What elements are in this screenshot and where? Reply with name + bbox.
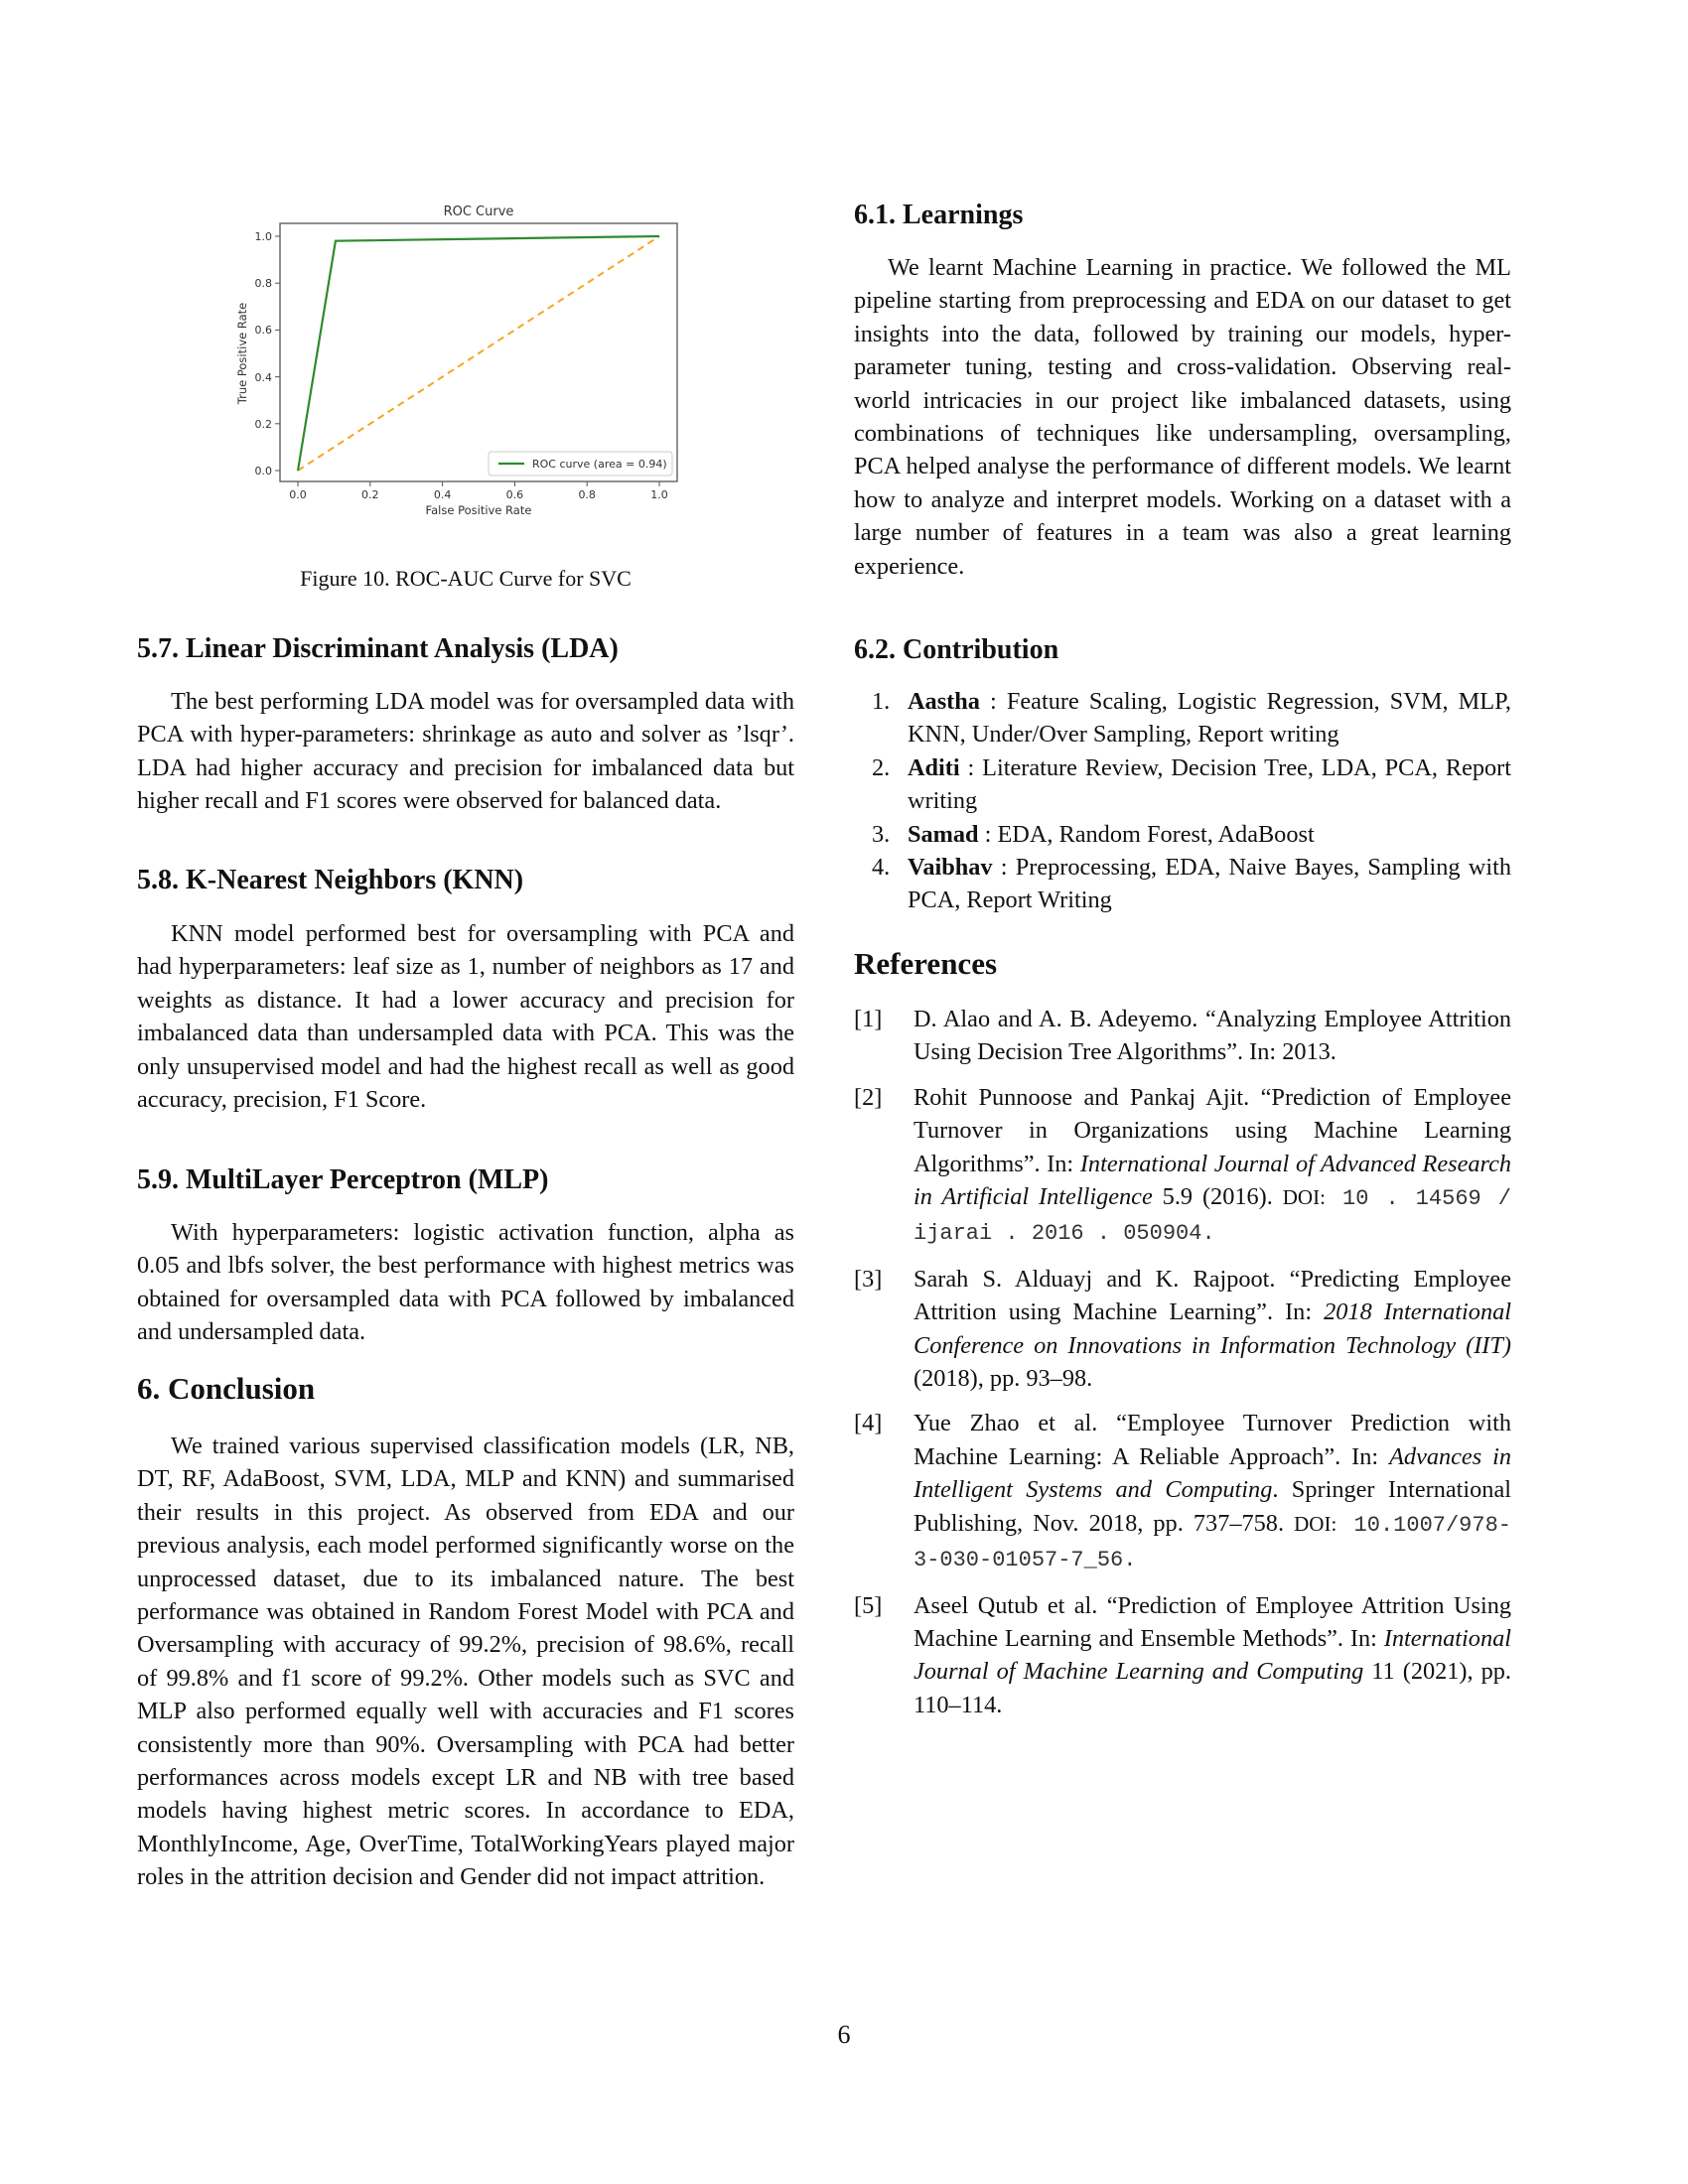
paragraph-learnings: We learnt Machine Learning in practice. We followed the ML pipeline starting from preprocessing and EDA on our dataset to get insights into the data, followed by training our models, hyper-parameter tuning, testing and cross-validation. Observing real-world intricacies in our project like imbalanced datasets, using combinations of techniques like undersampling, oversampling, PCA helped analyse the performance of different models. We learnt how to analyze and interpret models. Working on a dataset with a large number of features in a team was also a great learning experience.	[854, 254, 1511, 580]
contributor-name: Aditi	[908, 753, 960, 781]
svg-text:1.0: 1.0	[254, 230, 272, 243]
contributor-name: Vaibhav	[908, 854, 993, 882]
svg-text:0.2: 0.2	[254, 418, 272, 431]
reference-item: [2] Rohit Punnoose and Pankaj Ajit. “Prediction of Employee Turnover in Organizations using Machine Learning Algorithms”. In: International Journal of Advanced Research in Artificial Intelligence 5.9 (2016). DOI: 10 . 14569 / ijarai . 2016 . 050904.	[854, 1083, 1511, 1247]
reference-item: [3] Sarah S. Alduayj and K. Rajpoot. “Predicting Employee Attrition using Machine Learning”. In: 2018 International Conference on Innovations in Information Technology (IIT) (2018), pp. 93–98.	[854, 1265, 1511, 1393]
reference-venue: International Journal of Machine Learning and Computing	[914, 1624, 1511, 1686]
svg-text:0.4: 0.4	[433, 488, 452, 501]
svg-text:0.8: 0.8	[254, 277, 272, 290]
contribution-item: 3. Samad : EDA, Random Forest, AdaBoost	[872, 820, 1315, 848]
doi-link[interactable]: 10.1007/978-3-030-01057-7_56.	[914, 1512, 1511, 1573]
reference-item: [1] D. Alao and A. B. Adeyemo. “Analyzing Employee Attrition Using Decision Tree Algorithms”. In: 2013.	[854, 1006, 1511, 1066]
svg-text:1.0: 1.0	[650, 488, 668, 501]
contribution-item: 4. Vaibhav : Preprocessing, EDA, Naive Bayes, Sampling with PCA, Report Writing	[872, 854, 1511, 914]
svg-text:0.0: 0.0	[254, 465, 272, 478]
section-heading-references: References	[854, 946, 998, 981]
paragraph-mlp: With hyperparameters: logistic activation function, alpha as 0.05 and lbfs solver, the best performance with highest metrics was obtained for oversampled data with PCA followed by imbalanced and undersampled data.	[137, 1219, 794, 1346]
svg-text:0.0: 0.0	[289, 488, 307, 501]
contribution-item: 1. Aastha : Feature Scaling, Logistic Regression, SVM, MLP, KNN, Under/Over Sampling, Report writing	[872, 688, 1511, 749]
reference-item: [5] Aseel Qutub et al. “Prediction of Employee Attrition Using Machine Learning and Ensemble Methods”. In: International Journal of Machine Learning and Computing 11 (2021), pp. 110–114.	[854, 1591, 1511, 1718]
section-heading-knn: 5.8. K-Nearest Neighbors (KNN)	[137, 865, 524, 895]
doi-link[interactable]: 10 . 14569 / ijarai . 2016 . 050904.	[914, 1186, 1511, 1247]
section-heading-lda: 5.7. Linear Discriminant Analysis (LDA)	[137, 633, 619, 664]
x-ticks	[289, 481, 668, 501]
contribution-item: 2. Aditi : Literature Review, Decision Tree, LDA, PCA, Report writing	[872, 753, 1511, 815]
page-number: 6	[837, 2020, 851, 2049]
svg-text:0.8: 0.8	[578, 488, 596, 501]
paragraph-knn: KNN model performed best for oversampling with PCA and had hyperparameters: leaf size as 1, number of neighbors as 17 and weights as distance. It had a lower accuracy and precision for imbalanced data than undersampled data with PCA. This was the only unsupervised model and had the highest recall as well as good accuracy, precision, F1 Score.	[137, 920, 794, 1114]
contribution-list	[854, 685, 1511, 917]
roc-figure	[129, 199, 725, 526]
paragraph-lda: The best performing LDA model was for oversampled data with PCA with hyper-parameters: shrinkage as auto and solver as ’lsqr’. LDA had higher accuracy and precision for imbalanced data but higher recall and F1 scores were observed for balanced data.	[137, 688, 794, 815]
references-list	[854, 1003, 1511, 1733]
figure-caption: Figure 10. ROC-AUC Curve for SVC	[300, 566, 632, 591]
contributor-name: Aastha	[908, 688, 980, 715]
chart-title: ROC Curve	[443, 205, 514, 219]
contributor-name: Samad	[908, 820, 979, 848]
svg-text:0.6: 0.6	[505, 488, 524, 501]
section-heading-conclusion: 6. Conclusion	[137, 1371, 316, 1406]
reference-venue: 2018 International Conference on Innovations in Information Technology (IIT)	[914, 1298, 1511, 1359]
reference-venue: Advances in Intelligent Systems and Computing	[914, 1442, 1511, 1504]
svg-text:0.2: 0.2	[361, 488, 379, 501]
reference-item: [4] Yue Zhao et al. “Employee Turnover Prediction with Machine Learning: A Reliable Approach”. In: Advances in Intelligent Systems and Computing. Springer International Publishing, Nov. 2018, pp. 737–758. DOI: 10.1007/978-3-030-01057-7_56.	[854, 1410, 1511, 1573]
section-heading-mlp: 5.9. MultiLayer Perceptron (MLP)	[137, 1164, 549, 1195]
roc-chart	[129, 199, 725, 526]
chart-legend	[489, 452, 672, 476]
y-axis-label: True Positive Rate	[235, 302, 249, 405]
section-heading-learnings: 6.1. Learnings	[854, 200, 1024, 230]
reference-venue: International Journal of Advanced Research in Artificial Intelligence	[914, 1150, 1511, 1211]
svg-text:0.6: 0.6	[254, 324, 272, 337]
svg-text:ROC curve (area = 0.94): ROC curve (area = 0.94)	[532, 458, 667, 471]
svg-text:0.4: 0.4	[254, 371, 272, 384]
paragraph-conclusion: We trained various supervised classification models (LR, NB, DT, RF, AdaBoost, SVM, LDA, MLP and KNN) and summarised their results in this project. As observed from EDA and our previous analysis, each model performed significantly worse on the unprocessed dataset, due to its imbalanced nature. The best performance was obtained in Random Forest Model with PCA and Oversampling with accuracy of 99.2%, precision of 98.6%, recall of 99.8% and f1 score of 99.2%. Other models such as SVC and MLP also performed equally well with accuracies and F1 scores consistently more than 90%. Oversampling with PCA had better performances across models except LR and NB with tree based models having highest metric scores. In accordance to EDA, MonthlyIncome, Age, OverTime, TotalWorkingYears played major roles in the attrition decision and Gender did not impact attrition.	[137, 1433, 794, 1891]
x-axis-label: False Positive Rate	[425, 503, 532, 517]
section-heading-contribution: 6.2. Contribution	[854, 634, 1059, 665]
y-ticks	[255, 230, 281, 478]
